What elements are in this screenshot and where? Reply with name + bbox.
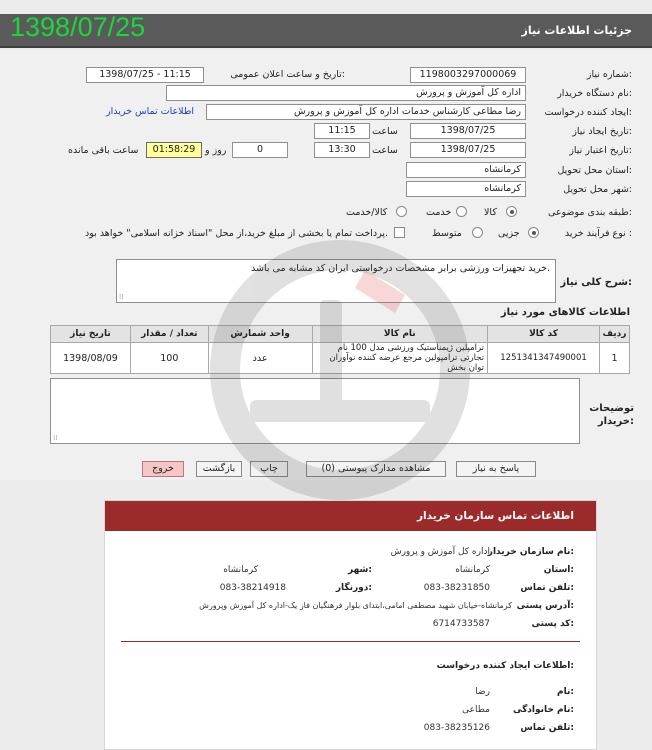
created-date-field: 1398/07/25 (410, 123, 526, 139)
treasury-note: پرداخت تمام یا بخشی از مبلغ خرید،از محل "اسناد خزانه اسلامی" خواهد بود. (85, 228, 388, 239)
contact-province-label: استان: (543, 565, 574, 575)
created-time-label: ساعت (372, 126, 398, 137)
category-label: طبقه بندی موضوعی: (547, 207, 632, 218)
cell-code: 1251341347490001 (488, 343, 600, 374)
cell-need-date: 1398/08/09 (51, 343, 131, 374)
date-stamp: 1398/07/25 (10, 12, 146, 42)
contact-phone-label: تلفن تماس: (520, 583, 574, 593)
category-both-label: کالا/خدمت (346, 207, 388, 218)
creator-first-name-label: نام: (557, 687, 574, 697)
items-section-title: اطلاعات کالاهای مورد نیاز (500, 307, 630, 318)
resize-grip-icon[interactable]: ⁞⁞ (119, 293, 124, 301)
cell-qty: 100 (130, 343, 208, 374)
reply-button[interactable]: پاسخ به نیاز (456, 461, 536, 477)
buyer-notes-textarea (50, 378, 580, 444)
contact-header-title: اطلاعات تماس سازمان خریدار (417, 510, 574, 522)
contact-city-value: کرمانشاه (223, 565, 258, 575)
print-button[interactable]: چاپ (250, 461, 288, 477)
city-field: کرمانشاه (406, 181, 526, 197)
col-need-date: تاریخ نیاز (51, 326, 131, 343)
announce-field: 1398/07/25 - 11:15 (86, 67, 204, 83)
created-date-label: تاریخ ایجاد نیاز: (572, 126, 632, 137)
validity-label: تاریخ اعتبار نیاز: (569, 145, 632, 156)
contact-phone-value: 083-38231850 (423, 583, 490, 593)
description-label: شرح کلی نیاز: (560, 277, 632, 288)
need-number-label: شماره نیاز: (586, 69, 632, 80)
exit-button[interactable]: خروج (142, 461, 184, 477)
creator-section-title: اطلاعات ایجاد کننده درخواست: (436, 661, 574, 671)
buyer-contact-link[interactable]: اطلاعات تماس خریدار (106, 106, 195, 117)
contact-city-label: شهر: (348, 565, 372, 575)
province-field: کرمانشاه (406, 162, 526, 178)
cell-unit: عدد (208, 343, 312, 374)
description-text: خرید تجهیزات ورزشی برابر مشخصات درخواستی ایران کد مشابه می باشد. (251, 263, 550, 274)
contact-address-label: آدرس پستی: (516, 601, 574, 611)
contact-header (105, 501, 596, 531)
col-name: نام کالا (312, 326, 488, 343)
need-number-field: 1198003297000069 (410, 67, 526, 83)
created-time-field: 11:15 (314, 123, 370, 139)
process-minor-label: جزیی (498, 228, 520, 239)
creator-field: رضا مطاعی کارشناس خدمات اداره کل آموزش و پرورش (206, 104, 526, 120)
creator-last-name-label: نام خانوادگی: (512, 705, 574, 715)
contact-postal-label: کد پستی: (531, 619, 574, 629)
process-medium-radio[interactable] (472, 227, 483, 238)
process-label: نوع فرآیند خرید : (564, 228, 632, 239)
contact-postal-value: 6714733587 (432, 619, 490, 629)
creator-last-name-value: مطاعی (462, 705, 490, 715)
process-medium-label: متوسط (432, 228, 462, 239)
category-goods-label: کالا (484, 207, 497, 218)
city-label: شهر محل تحویل: (563, 184, 632, 195)
creator-label: ایجاد کننده درخواست: (544, 107, 632, 118)
items-table (50, 325, 630, 374)
contact-province-value: کرمانشاه (455, 565, 490, 575)
announce-label: تاریخ و ساعت اعلان عمومی: (230, 69, 345, 80)
contact-fax-value: 083-38214918 (219, 583, 286, 593)
back-button[interactable]: بازگشت (196, 461, 242, 477)
creator-phone-label: تلفن تماس: (520, 723, 574, 733)
contact-address-value: کرمانشاه-خیابان شهید مصطفی امامی،ابتدای بلوار فرهنگیان فاز یک-اداره کل آموزش وپرورش (199, 601, 512, 610)
contact-divider (121, 641, 580, 642)
days-label: روز و (205, 145, 227, 156)
resize-grip-icon[interactable]: ⁞⁞ (53, 434, 58, 442)
creator-phone-value: 083-38235126 (423, 723, 490, 733)
items-header-row (51, 326, 630, 343)
category-both-radio[interactable] (396, 206, 407, 217)
cell-name: ترامپلین ژیمناستیک ورزشی مدل 100 نام تجارتی ترامپولین مرجع عرضه کننده نوآوران توان بخش (312, 343, 488, 374)
category-goods-radio[interactable] (506, 206, 517, 217)
process-minor-radio[interactable] (528, 227, 539, 238)
province-label: استان محل تحویل: (557, 165, 632, 176)
col-unit: واحد شمارش (208, 326, 312, 343)
buyer-contact-card (104, 500, 597, 750)
remaining-label: ساعت باقی مانده (68, 145, 139, 156)
buyer-notes-label: توضیحات خریدار: (589, 403, 634, 427)
table-row (51, 343, 630, 374)
contact-org-value: اداره کل آموزش و پرورش (390, 547, 490, 557)
description-textarea (116, 259, 556, 303)
treasury-checkbox[interactable] (394, 227, 405, 238)
buyer-org-field: اداره کل آموزش و پرورش (166, 85, 526, 101)
validity-time-label: ساعت (372, 145, 398, 156)
category-service-label: خدمت (426, 207, 452, 218)
remaining-time-field: 01:58:29 (146, 142, 202, 158)
cell-row-number: 1 (599, 343, 629, 374)
col-row: ردیف (599, 326, 629, 343)
contact-org-label: نام سازمان خریدار: (487, 547, 574, 557)
window-title: جزئیات اطلاعات نیاز (521, 24, 632, 37)
attachments-button[interactable]: مشاهده مدارک پیوستی (0) (306, 461, 446, 477)
buyer-org-label: نام دستگاه خریدار: (557, 88, 632, 99)
creator-first-name-value: رضا (475, 687, 490, 697)
category-service-radio[interactable] (456, 206, 467, 217)
days-field: 0 (232, 142, 288, 158)
col-qty: تعداد / مقدار (130, 326, 208, 343)
contact-fax-label: دورنگار: (335, 583, 372, 593)
col-code: کد کالا (488, 326, 600, 343)
validity-time-field: 13:30 (314, 142, 370, 158)
validity-date-field: 1398/07/25 (410, 142, 526, 158)
